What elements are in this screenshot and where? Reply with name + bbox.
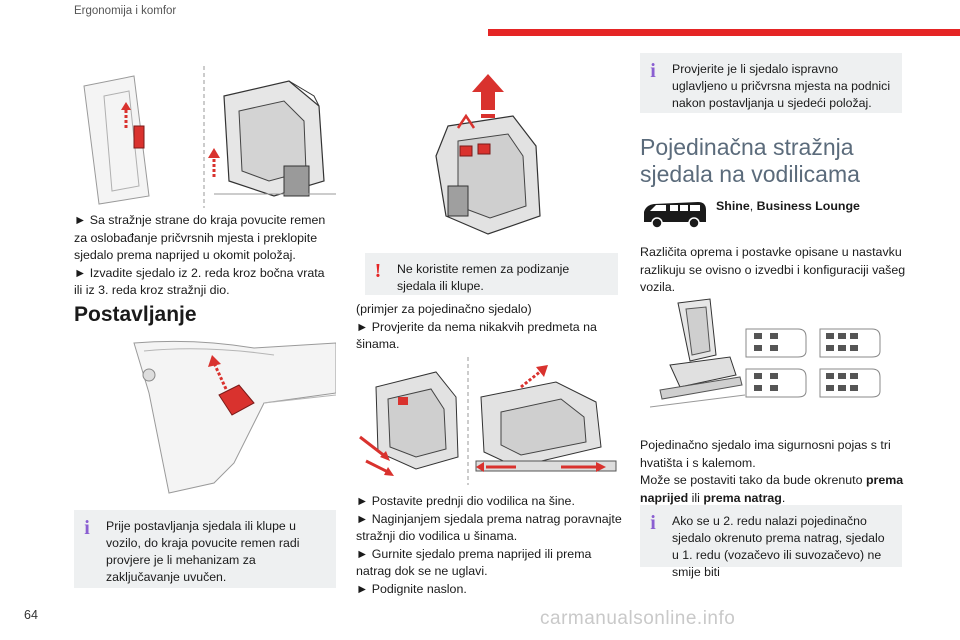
heading-line-2: sjedala na vodilicama (640, 161, 860, 187)
seat-fold-illustration (74, 66, 336, 208)
removal-steps (74, 212, 336, 300)
seat-belt-paragraph (640, 437, 908, 507)
section-title: Ergonomija i komfor (74, 5, 177, 17)
seat-lift-illustration (418, 66, 558, 242)
step-raise-backrest: ► Podignite naslon. (356, 581, 467, 596)
install-steps (356, 493, 622, 598)
equipment-paragraph: Različita oprema i postavke opisane u nastavku razlikuju se ovisno o izvedbi i konfiguraciji vašeg vozila. (640, 245, 906, 294)
trim-business-lounge: Business Lounge (756, 199, 860, 213)
step-release-strap: ► Sa stražnje strane do kraja povucite remen za oslobađanje pričvrsnih mjesta i preklopite sjedalo prema naprijed u okomit položaj. (74, 213, 326, 262)
seat-layout-illustration (650, 295, 900, 415)
step-push-seat: ► Gurnite sjedalo prema naprijed ili prema natrag dok se ne uglavi. (356, 546, 592, 578)
info-note-rear-facing (640, 505, 902, 579)
info-note-text: Ako se u 2. redu nalazi pojedinačno sjedalo okrenuto prema natrag, sjedalo u 1. redu (vozačevo ili suvozačevo) ne smije biti (672, 514, 885, 579)
trim-shine: Shine (716, 199, 750, 213)
strap-pull-illustration (114, 333, 336, 499)
rail-install-illustration (356, 357, 618, 485)
trim-separator: , (749, 199, 757, 213)
warning-note-text: Ne koristite remen za podizanje sjedala ili klupe. (397, 262, 570, 293)
trim-levels (716, 199, 860, 213)
orientation-text-or: ili (688, 490, 704, 505)
orientation-forward: prema naprijed (640, 473, 904, 505)
belt-info: Pojedinačno sjedalo ima sigurnosni pojas s tri hvatišta i s kalemom. (640, 438, 891, 470)
section-heading-individual-seats (640, 134, 940, 188)
example-note: (primjer za pojedinačno sjedalo) (356, 302, 532, 316)
header-accent-bar (488, 29, 960, 36)
heading-postavljanje: Postavljanje (74, 303, 197, 326)
watermark: carmanualsonline.info (540, 608, 736, 629)
step-remove-seat: ► Izvadite sjedalo iz 2. reda kroz bočna vrata ili iz 3. reda kroz stražnji dio. (74, 265, 325, 297)
info-icon: i (650, 60, 656, 82)
info-note-check-seat (640, 53, 902, 113)
info-note-text: Provjerite je li sjedalo ispravno uglavljeno u pričvrsna mjesta na podnici nakon postavljanja u sjedeći položaj. (672, 62, 891, 110)
install-intro (356, 301, 618, 354)
info-note-text: Prije postavljanja sjedala ili klupe u vozilo, do kraja povucite remen radi provjere je li mehanizam za zaključavanje uvučen. (106, 519, 300, 584)
page-number: 64 (24, 608, 38, 622)
info-icon: i (650, 512, 656, 534)
orientation-backward: prema natrag (703, 490, 782, 505)
orientation-info (640, 472, 908, 507)
warning-icon: ! (374, 260, 382, 282)
orientation-period: . (781, 490, 786, 505)
van-icon (640, 196, 710, 230)
orientation-text-a: Može se postaviti tako da bude okrenuto (640, 473, 866, 487)
heading-line-1: Pojedinačna stražnja (640, 134, 854, 160)
step-place-rails: ► Postavite prednji dio vodilica na šine. (356, 494, 575, 508)
info-icon: i (84, 517, 90, 539)
warning-note-strap (365, 253, 618, 295)
info-note-before-install (74, 510, 336, 588)
step-check-rails: ► Provjerite da nema nikakvih predmeta na šinama. (356, 319, 597, 351)
step-tilt-seat: ► Naginjanjem sjedala prema natrag poravnajte stražnji dio vodilica u šinama. (356, 511, 622, 543)
